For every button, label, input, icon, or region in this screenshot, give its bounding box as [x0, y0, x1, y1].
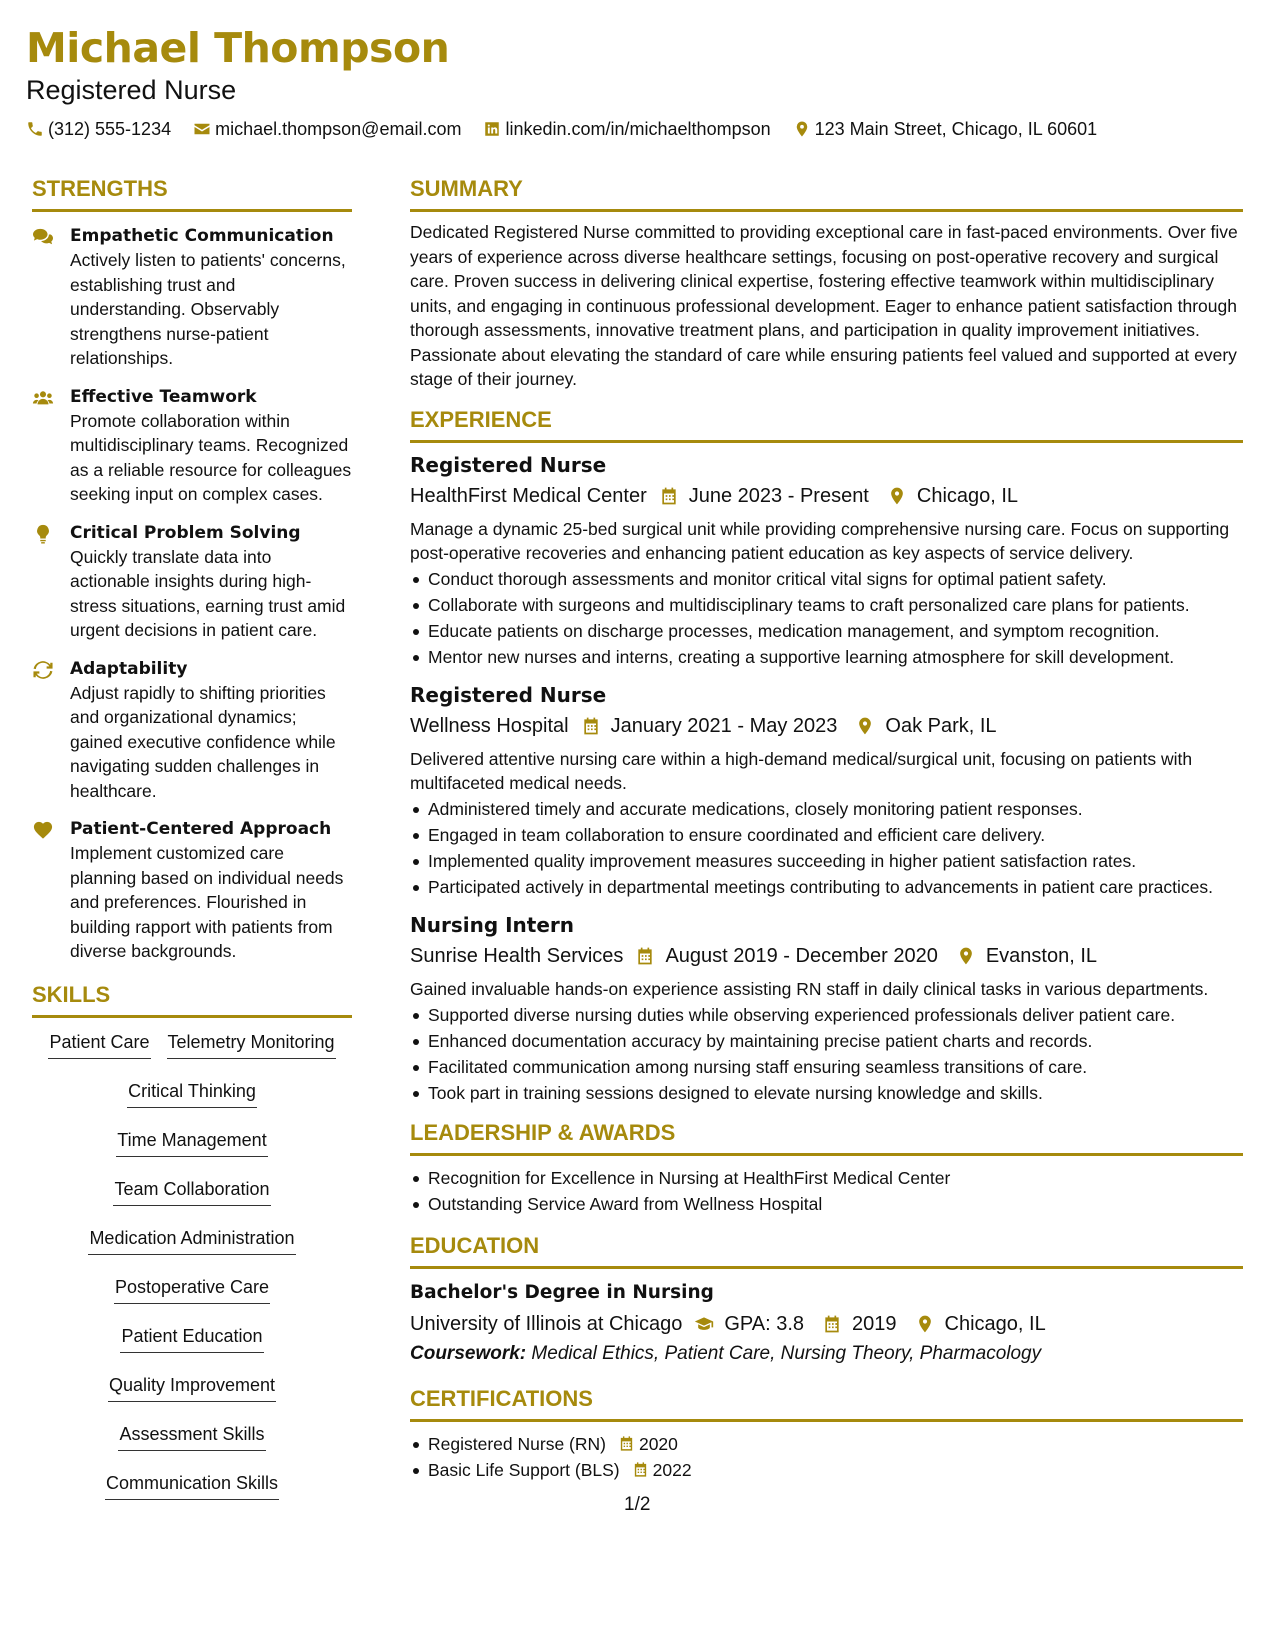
cert-year: 2020: [638, 1433, 678, 1454]
strength-item: [32, 657, 352, 804]
education-heading: EDUCATION: [410, 1232, 1243, 1269]
cert-name: Basic Life Support (BLS): [428, 1459, 620, 1480]
skill-tag: Telemetry Monitoring: [167, 1030, 336, 1059]
email-text: michael.thompson@email.com: [215, 119, 462, 139]
right-column: [410, 175, 1243, 1484]
contact-bar: [26, 117, 1226, 141]
skills-section: [32, 981, 352, 1520]
strength-item: [32, 385, 352, 507]
summary-text: Dedicated Registered Nurse committed to providing exceptional care in fast-paced environments. Over five years of experience across diverse healthcare settings, focusing on post-operative recovery and surgical care. Proven success in delivering clinical expertise, fostering effective teamwork within multidisciplinary units, and engaging in continuous professional development. Eager to enhance patient satisfaction through thorough assessments, innovative treatment plans, and participation in quality improvement initiatives. Passionate about elevating the standard of care while ensuring patients feel valued and supported at every stage of their journey.: [410, 222, 1238, 389]
education-section: [410, 1232, 1243, 1367]
list-item: Collaborate with surgeons and multidisciplinary teams to craft personalized care plans for patients.: [410, 593, 1243, 617]
list-item: Engaged in team collaboration to ensure coordinated and efficient care delivery.: [410, 823, 1243, 847]
job-description: Delivered attentive nursing care within a high-demand medical/surgical unit, focusing on patients with multifaceted medical needs.: [410, 748, 1193, 793]
job-title: Nursing Intern: [410, 912, 575, 937]
list-item: Recognition for Excellence in Nursing at HealthFirst Medical Center: [410, 1166, 1243, 1190]
list-item: Outstanding Service Award from Wellness Hospital: [410, 1192, 1243, 1216]
job-company: Wellness Hospital: [410, 714, 569, 737]
job-dates-text: January 2021 - May 2023: [610, 714, 838, 737]
job-entry: [410, 911, 1243, 1105]
users-icon: [32, 388, 54, 408]
leadership-section: [410, 1119, 1243, 1216]
calendar-icon: [822, 1314, 842, 1334]
job-bullets: [410, 567, 1243, 669]
job-dates-text: June 2023 - Present: [688, 484, 869, 507]
job-location: [855, 711, 996, 741]
cert-year: 2022: [652, 1459, 692, 1480]
school-location: [915, 1309, 1046, 1339]
list-item: Supported diverse nursing duties while observing experienced professionals deliver patient care.: [410, 1003, 1243, 1027]
skill-tag: Medication Administration: [88, 1226, 295, 1255]
skill-tag: Assessment Skills: [118, 1422, 265, 1451]
strength-item: [32, 521, 352, 643]
calendar-icon: [659, 486, 679, 506]
comments-icon: [32, 227, 54, 247]
list-item: [410, 1458, 1243, 1482]
job-dates: [635, 941, 937, 971]
candidate-name: Michael Thompson: [26, 24, 450, 72]
grad-year: [822, 1309, 897, 1339]
phone-text: (312) 555-1234: [48, 119, 172, 139]
skill-tag: Patient Education: [120, 1324, 263, 1353]
strengths-heading: STRENGTHS: [32, 175, 352, 212]
heart-icon: [32, 820, 54, 840]
map-marker-icon: [956, 946, 976, 966]
leadership-heading: LEADERSHIP & AWARDS: [410, 1119, 1243, 1156]
job-location-text: Evanston, IL: [985, 944, 1098, 967]
strength-item: [32, 224, 352, 371]
list-item: Educate patients on discharge processes, medication management, and symptom recognition.: [410, 619, 1243, 643]
calendar-icon: [635, 946, 655, 966]
job-entry: [410, 451, 1243, 669]
job-dates-text: August 2019 - December 2020: [665, 944, 938, 967]
certifications-heading: CERTIFICATIONS: [410, 1385, 1243, 1422]
strength-desc: Actively listen to patients' concerns, establishing trust and understanding. Observably strengthens nurse-patient relationships.: [70, 250, 346, 368]
awards-list: [410, 1166, 1243, 1216]
strength-desc: Implement customized care planning based on individual needs and preferences. Flourished in building rapport with patients from diverse backgrounds.: [70, 843, 344, 961]
list-item: Conduct thorough assessments and monitor critical vital signs for optimal patient safety.: [410, 567, 1243, 591]
list-item: Enhanced documentation accuracy by maintaining precise patient charts and records.: [410, 1029, 1243, 1053]
summary-heading: SUMMARY: [410, 175, 1243, 212]
map-marker-icon: [855, 716, 875, 736]
list-item: [410, 1432, 1243, 1456]
certifications-list: [410, 1432, 1243, 1482]
summary-section: [410, 175, 1243, 392]
job-meta: [410, 481, 1243, 511]
linkedin-text: linkedin.com/in/michaelthompson: [505, 119, 771, 139]
skill-tag: Team Collaboration: [113, 1177, 270, 1206]
skill-tag: Communication Skills: [105, 1471, 279, 1500]
strengths-section: [32, 175, 352, 964]
cert-name: Registered Nurse (RN): [428, 1433, 606, 1454]
education-meta: [410, 1309, 1243, 1339]
envelope-icon: [193, 120, 211, 138]
job-location-text: Oak Park, IL: [885, 714, 997, 737]
list-item: Participated actively in departmental meetings contributing to advancements in patient care practices.: [410, 875, 1243, 899]
strength-title: Adaptability: [70, 658, 188, 679]
page-number: 1/2: [624, 1494, 651, 1515]
list-item: Took part in training sessions designed to elevate nursing knowledge and skills.: [410, 1081, 1243, 1105]
skill-tag: Time Management: [116, 1128, 267, 1157]
experience-heading: EXPERIENCE: [410, 406, 1243, 443]
job-bullets: [410, 1003, 1243, 1105]
skill-tag: Quality Improvement: [108, 1373, 276, 1402]
coursework-label: Coursework:: [410, 1342, 527, 1364]
strength-item: [32, 817, 352, 964]
strengths-list: [32, 224, 352, 964]
job-title: Registered Nurse: [410, 452, 607, 477]
coursework: [410, 1341, 1243, 1367]
calendar-icon: [618, 1435, 635, 1452]
degree-title: Bachelor's Degree in Nursing: [410, 1281, 714, 1303]
phone-icon: [26, 120, 44, 138]
skill-tag: Postoperative Care: [114, 1275, 270, 1304]
gpa: [694, 1309, 804, 1339]
sync-icon: [32, 660, 54, 680]
job-company: HealthFirst Medical Center: [410, 484, 647, 507]
address-text: 123 Main Street, Chicago, IL 60601: [814, 119, 1098, 139]
job-meta: [410, 711, 1243, 741]
job-description: Manage a dynamic 25-bed surgical unit while providing comprehensive nursing care. Focus on supporting post-operative recoveries and enhancing patient education as key aspects of service delivery.: [410, 518, 1230, 563]
school-location-text: Chicago, IL: [944, 1312, 1046, 1335]
strength-desc: Quickly translate data into actionable insights during high-stress situations, earning trust amid urgent decisions in patient care.: [70, 546, 346, 640]
calendar-icon: [632, 1461, 649, 1478]
list-item: Implemented quality improvement measures succeeding in higher patient satisfaction rates.: [410, 849, 1243, 873]
map-marker-icon: [887, 486, 907, 506]
job-location: [956, 941, 1097, 971]
certifications-section: [410, 1385, 1243, 1482]
strength-desc: Adjust rapidly to shifting priorities and organizational dynamics; gained executive confidence while navigating sudden challenges in healthcare.: [70, 682, 336, 801]
resume-header: [26, 22, 1226, 141]
strength-title: Patient-Centered Approach: [70, 819, 332, 839]
job-company: Sunrise Health Services: [410, 944, 624, 967]
gpa-text: GPA: 3.8: [724, 1312, 805, 1335]
skills-list: [32, 1030, 352, 1520]
job-dates: [659, 481, 869, 511]
list-item: Facilitated communication among nursing staff ensuring seamless transitions of care.: [410, 1055, 1243, 1079]
skill-tag: Patient Care: [48, 1030, 150, 1059]
contact-linkedin[interactable]: [483, 117, 770, 141]
skill-tag: Critical Thinking: [127, 1079, 257, 1108]
job-bullets: [410, 797, 1243, 899]
lightbulb-icon: [32, 524, 54, 544]
calendar-icon: [581, 716, 601, 736]
coursework-text: Medical Ethics, Patient Care, Nursing Theory, Pharmacology: [531, 1342, 1042, 1364]
strength-title: Empathetic Communication: [70, 226, 334, 246]
contact-email[interactable]: [193, 117, 461, 141]
map-marker-icon: [793, 120, 811, 138]
left-column: [32, 175, 352, 1520]
list-item: Administered timely and accurate medications, closely monitoring patient responses.: [410, 797, 1243, 821]
job-meta: [410, 941, 1243, 971]
linkedin-icon: [483, 120, 501, 138]
strength-desc: Promote collaboration within multidisciplinary teams. Recognized as a reliable resource for colleagues seeking input on complex cases.: [70, 410, 352, 504]
job-location: [887, 481, 1018, 511]
job-dates: [581, 711, 838, 741]
job-description: Gained invaluable hands-on experience assisting RN staff in daily clinical tasks in various departments.: [410, 978, 1209, 999]
grad-year-text: 2019: [852, 1312, 897, 1335]
experience-section: [410, 406, 1243, 1105]
graduation-cap-icon: [694, 1314, 714, 1334]
skills-heading: SKILLS: [32, 981, 352, 1018]
job-location-text: Chicago, IL: [916, 484, 1019, 507]
contact-phone[interactable]: [26, 117, 171, 141]
strength-title: Critical Problem Solving: [70, 522, 301, 543]
job-title: Registered Nurse: [410, 682, 607, 707]
strength-title: Effective Teamwork: [70, 386, 257, 407]
job-entry: [410, 681, 1243, 899]
list-item: Mentor new nurses and interns, creating a supportive learning atmosphere for skill development.: [410, 645, 1243, 669]
contact-address: [793, 117, 1098, 141]
map-marker-icon: [915, 1314, 935, 1334]
school-name: University of Illinois at Chicago: [410, 1312, 683, 1335]
candidate-title: Registered Nurse: [26, 75, 237, 105]
